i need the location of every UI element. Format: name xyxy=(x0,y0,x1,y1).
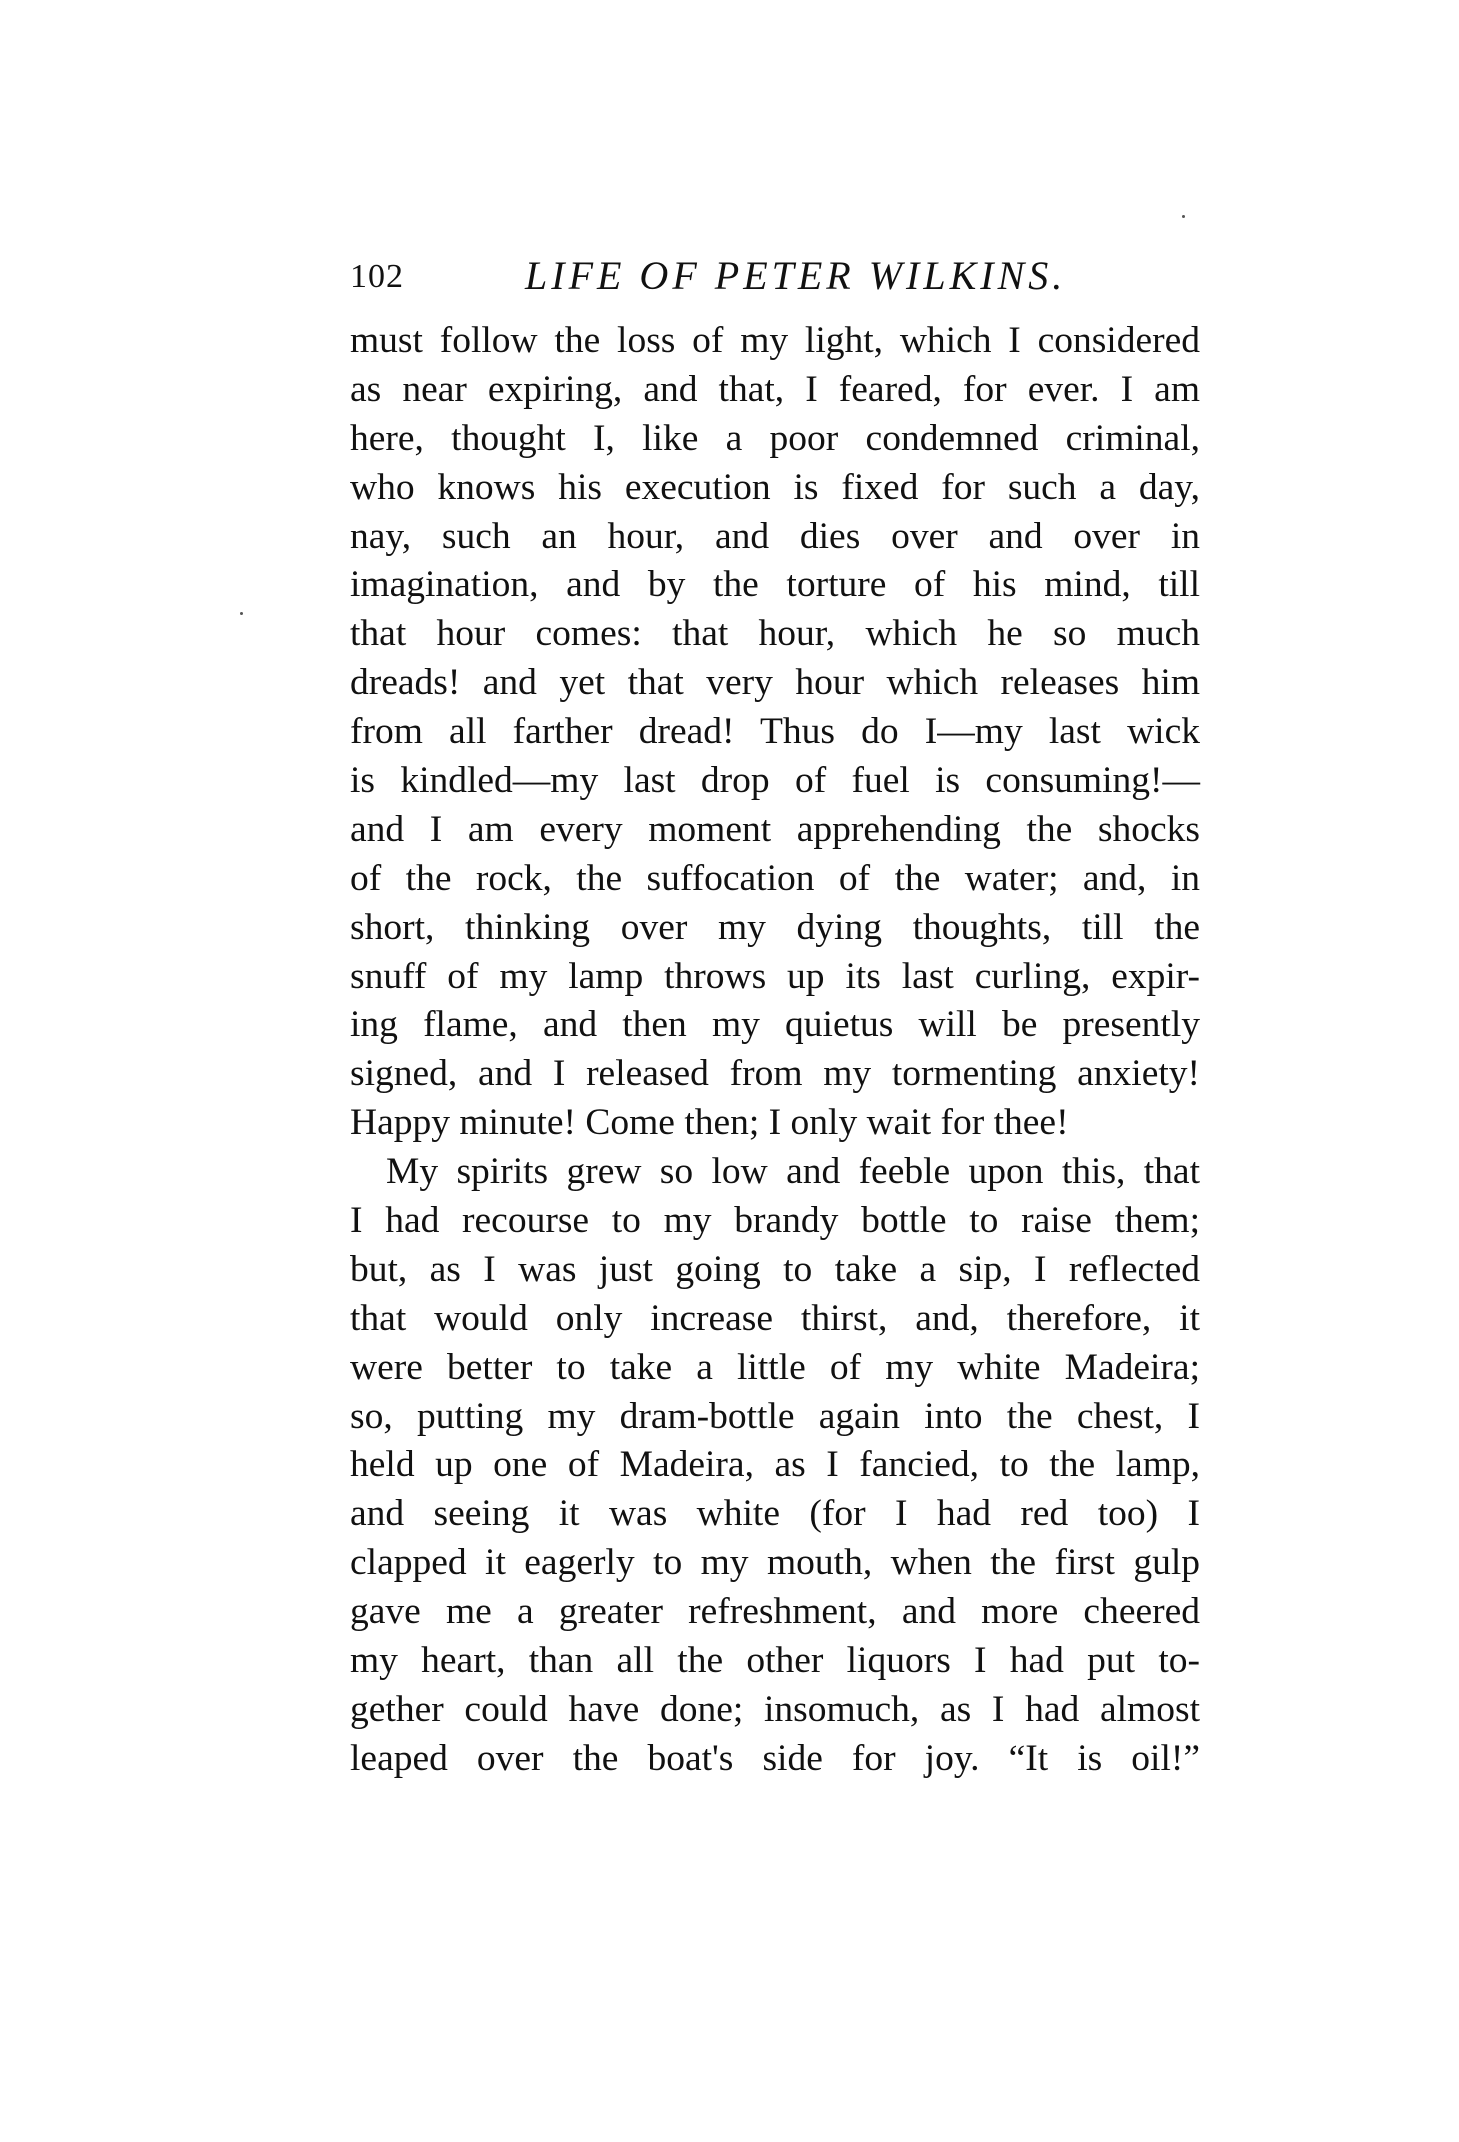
text-line: here, thought I, like a poor condemned criminal, xyxy=(350,417,1200,459)
text-line: that hour comes: that hour, which he so much xyxy=(350,613,1200,655)
text-line: is kindled—my last drop of fuel is consuming!— xyxy=(350,760,1200,802)
paper-speck xyxy=(1182,215,1185,218)
text-line: my heart, than all the other liquors I had put to- xyxy=(350,1640,1200,1682)
text-line: who knows his execution is fixed for such a day, xyxy=(350,466,1200,508)
text-line: imagination, and by the torture of his mind, till xyxy=(350,564,1200,606)
page-number: 102 xyxy=(350,258,404,295)
text-line: held up one of Madeira, as I fancied, to the lamp, xyxy=(350,1444,1200,1486)
text-line: nay, such an hour, and dies over and over in xyxy=(350,515,1200,557)
text-line: and seeing it was white (for I had red too) I xyxy=(350,1493,1200,1535)
text-line: clapped it eagerly to my mouth, when the first gulp xyxy=(350,1542,1200,1584)
text-line: but, as I was just going to take a sip, I reflected xyxy=(350,1248,1200,1290)
text-line: Happy minute! Come then; I only wait for thee! xyxy=(350,1102,1069,1144)
text-line: gether could have done; insomuch, as I had almost xyxy=(350,1688,1200,1730)
text-line: were better to take a little of my white Madeira; xyxy=(350,1346,1200,1388)
running-title: LIFE OF PETER WILKINS. xyxy=(525,253,1067,298)
body-text xyxy=(350,317,1200,1784)
text-line: that would only increase thirst, and, therefore, it xyxy=(350,1297,1200,1339)
text-line: ing flame, and then my quietus will be presently xyxy=(350,1004,1200,1046)
text-line: and I am every moment apprehending the shocks xyxy=(350,808,1200,850)
text-line: of the rock, the suffocation of the water; and, in xyxy=(350,857,1200,899)
paragraph-1 xyxy=(350,317,1200,1148)
text-line: short, thinking over my dying thoughts, till the xyxy=(350,906,1200,948)
text-line: I had recourse to my brandy bottle to raise them; xyxy=(350,1200,1200,1242)
running-head xyxy=(350,252,1200,302)
text-line: gave me a greater refreshment, and more cheered xyxy=(350,1591,1200,1633)
paragraph-2 xyxy=(350,1148,1200,1784)
text-line: as near expiring, and that, I feared, for ever. I am xyxy=(350,368,1200,410)
text-line: leaped over the boat's side for joy. “It is oil!” xyxy=(350,1737,1200,1779)
text-line: snuff of my lamp throws up its last curling, expir- xyxy=(350,955,1200,997)
text-line: My spirits grew so low and feeble upon this, that xyxy=(386,1151,1200,1193)
text-line: must follow the loss of my light, which I considered xyxy=(350,320,1200,361)
text-line: signed, and I released from my tormenting anxiety! xyxy=(350,1053,1200,1095)
text-line: so, putting my dram-bottle again into the chest, I xyxy=(350,1395,1200,1437)
text-line: from all farther dread! Thus do I—my last wick xyxy=(350,711,1200,753)
paper-speck xyxy=(240,612,243,615)
text-line: dreads! and yet that very hour which releases him xyxy=(350,662,1200,704)
